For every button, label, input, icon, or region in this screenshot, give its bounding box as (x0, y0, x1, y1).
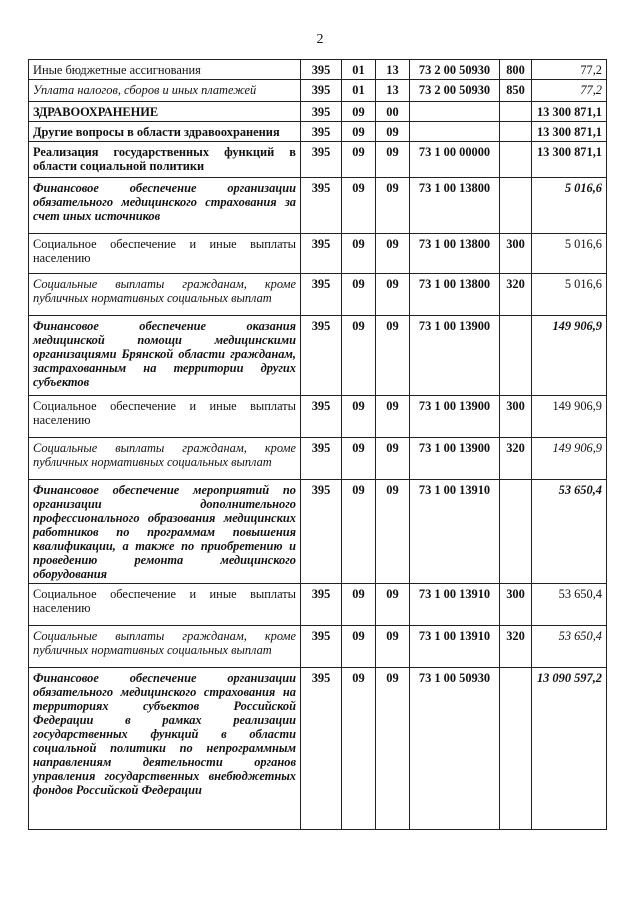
code-ministry: 395 (301, 584, 342, 626)
code-expense-type (500, 102, 532, 122)
row-amount: 53 650,4 (532, 584, 607, 626)
code-subsection: 09 (376, 142, 410, 178)
table-row (29, 80, 607, 102)
code-target-article: 73 1 00 13900 (410, 316, 500, 396)
code-expense-type: 850 (500, 80, 532, 102)
row-name: Реализация государственных функций в области социальной политики (29, 142, 301, 178)
code-section: 01 (342, 60, 376, 80)
code-ministry: 395 (301, 234, 342, 274)
code-expense-type: 300 (500, 396, 532, 438)
table-row (29, 438, 607, 480)
row-name: Социальное обеспечение и иные выплаты населению (29, 396, 301, 438)
code-subsection: 13 (376, 60, 410, 80)
code-target-article: 73 1 00 13900 (410, 438, 500, 480)
table-row (29, 584, 607, 626)
row-amount: 5 016,6 (532, 234, 607, 274)
code-ministry: 395 (301, 142, 342, 178)
code-target-article: 73 1 00 13800 (410, 178, 500, 234)
row-amount: 13 090 597,2 (532, 668, 607, 830)
row-amount: 149 906,9 (532, 438, 607, 480)
code-section: 09 (342, 584, 376, 626)
code-section: 09 (342, 234, 376, 274)
code-target-article (410, 102, 500, 122)
code-ministry: 395 (301, 668, 342, 830)
code-expense-type (500, 142, 532, 178)
row-amount: 53 650,4 (532, 626, 607, 668)
code-ministry: 395 (301, 102, 342, 122)
row-name: Финансовое обеспечение организации обязательного медицинского страхования за счет иных источников (29, 178, 301, 234)
code-target-article: 73 1 00 13910 (410, 480, 500, 584)
row-name: Уплата налогов, сборов и иных платежей (29, 80, 301, 102)
code-ministry: 395 (301, 274, 342, 316)
code-ministry: 395 (301, 122, 342, 142)
code-section: 09 (342, 438, 376, 480)
code-section: 09 (342, 668, 376, 830)
page-number: 2 (316, 32, 324, 47)
code-ministry: 395 (301, 438, 342, 480)
code-section: 09 (342, 274, 376, 316)
row-name: Финансовое обеспечение оказания медицинской помощи медицинскими организациями Брянской области гражданам, застрахованным на территории других субъектов (29, 316, 301, 396)
table-row (29, 102, 607, 122)
code-subsection: 09 (376, 122, 410, 142)
code-target-article: 73 1 00 00000 (410, 142, 500, 178)
code-subsection: 00 (376, 102, 410, 122)
code-section: 09 (342, 396, 376, 438)
code-expense-type: 320 (500, 626, 532, 668)
code-expense-type (500, 178, 532, 234)
code-ministry: 395 (301, 178, 342, 234)
code-target-article (410, 122, 500, 142)
table-row (29, 668, 607, 830)
code-subsection: 09 (376, 438, 410, 480)
code-subsection: 09 (376, 396, 410, 438)
code-ministry: 395 (301, 626, 342, 668)
row-name: Иные бюджетные ассигнования (29, 60, 301, 80)
table-row (29, 178, 607, 234)
code-target-article: 73 1 00 13910 (410, 626, 500, 668)
code-section: 09 (342, 316, 376, 396)
row-amount: 77,2 (532, 80, 607, 102)
code-expense-type (500, 668, 532, 830)
row-amount: 5 016,6 (532, 178, 607, 234)
code-expense-type: 300 (500, 584, 532, 626)
code-ministry: 395 (301, 80, 342, 102)
code-section: 09 (342, 122, 376, 142)
code-target-article: 73 1 00 13910 (410, 584, 500, 626)
code-section: 09 (342, 102, 376, 122)
code-subsection: 09 (376, 316, 410, 396)
row-name: Социальные выплаты гражданам, кроме публичных нормативных социальных выплат (29, 274, 301, 316)
row-name: Финансовое обеспечение мероприятий по организации дополнительного профессионального образования медицинских работников по программам повышения квалификации, а также по приобретению и проведению ремонта медицинского оборудования (29, 480, 301, 584)
code-ministry: 395 (301, 316, 342, 396)
code-section: 09 (342, 178, 376, 234)
row-amount: 77,2 (532, 60, 607, 80)
table-row (29, 396, 607, 438)
code-section: 09 (342, 626, 376, 668)
code-expense-type (500, 122, 532, 142)
table-row (29, 274, 607, 316)
table-row (29, 122, 607, 142)
row-name: Другие вопросы в области здравоохранения (29, 122, 301, 142)
row-amount: 53 650,4 (532, 480, 607, 584)
code-expense-type: 800 (500, 60, 532, 80)
code-expense-type (500, 480, 532, 584)
budget-table (28, 59, 607, 830)
code-subsection: 09 (376, 668, 410, 830)
code-target-article: 73 1 00 13800 (410, 274, 500, 316)
table-row (29, 142, 607, 178)
code-section: 01 (342, 80, 376, 102)
row-name: Социальное обеспечение и иные выплаты населению (29, 234, 301, 274)
code-section: 09 (342, 480, 376, 584)
code-subsection: 13 (376, 80, 410, 102)
code-subsection: 09 (376, 584, 410, 626)
code-expense-type: 320 (500, 438, 532, 480)
code-subsection: 09 (376, 480, 410, 584)
code-target-article: 73 2 00 50930 (410, 80, 500, 102)
code-target-article: 73 2 00 50930 (410, 60, 500, 80)
row-name: ЗДРАВООХРАНЕНИЕ (29, 102, 301, 122)
row-amount: 149 906,9 (532, 316, 607, 396)
row-amount: 5 016,6 (532, 274, 607, 316)
code-target-article: 73 1 00 13900 (410, 396, 500, 438)
code-subsection: 09 (376, 234, 410, 274)
code-expense-type: 320 (500, 274, 532, 316)
row-name: Социальные выплаты гражданам, кроме публичных нормативных социальных выплат (29, 626, 301, 668)
code-ministry: 395 (301, 60, 342, 80)
code-expense-type (500, 316, 532, 396)
row-name: Финансовое обеспечение организации обязательного медицинского страхования на территориях субъектов Российской Федерации в рамках реализации государственных функций в области социальной политики по непрограммным направлениям деятельности органов управления государственных внебюджетных фондов Российской Федерации (29, 668, 301, 830)
code-subsection: 09 (376, 274, 410, 316)
row-name: Социальное обеспечение и иные выплаты населению (29, 584, 301, 626)
code-subsection: 09 (376, 178, 410, 234)
row-amount: 13 300 871,1 (532, 102, 607, 122)
table-row (29, 626, 607, 668)
code-section: 09 (342, 142, 376, 178)
row-amount: 13 300 871,1 (532, 122, 607, 142)
code-expense-type: 300 (500, 234, 532, 274)
code-target-article: 73 1 00 50930 (410, 668, 500, 830)
row-name: Социальные выплаты гражданам, кроме публичных нормативных социальных выплат (29, 438, 301, 480)
code-subsection: 09 (376, 626, 410, 668)
table-row (29, 234, 607, 274)
code-ministry: 395 (301, 396, 342, 438)
table-row (29, 480, 607, 584)
row-amount: 149 906,9 (532, 396, 607, 438)
code-ministry: 395 (301, 480, 342, 584)
row-amount: 13 300 871,1 (532, 142, 607, 178)
code-target-article: 73 1 00 13800 (410, 234, 500, 274)
table-row (29, 316, 607, 396)
table-row (29, 60, 607, 80)
